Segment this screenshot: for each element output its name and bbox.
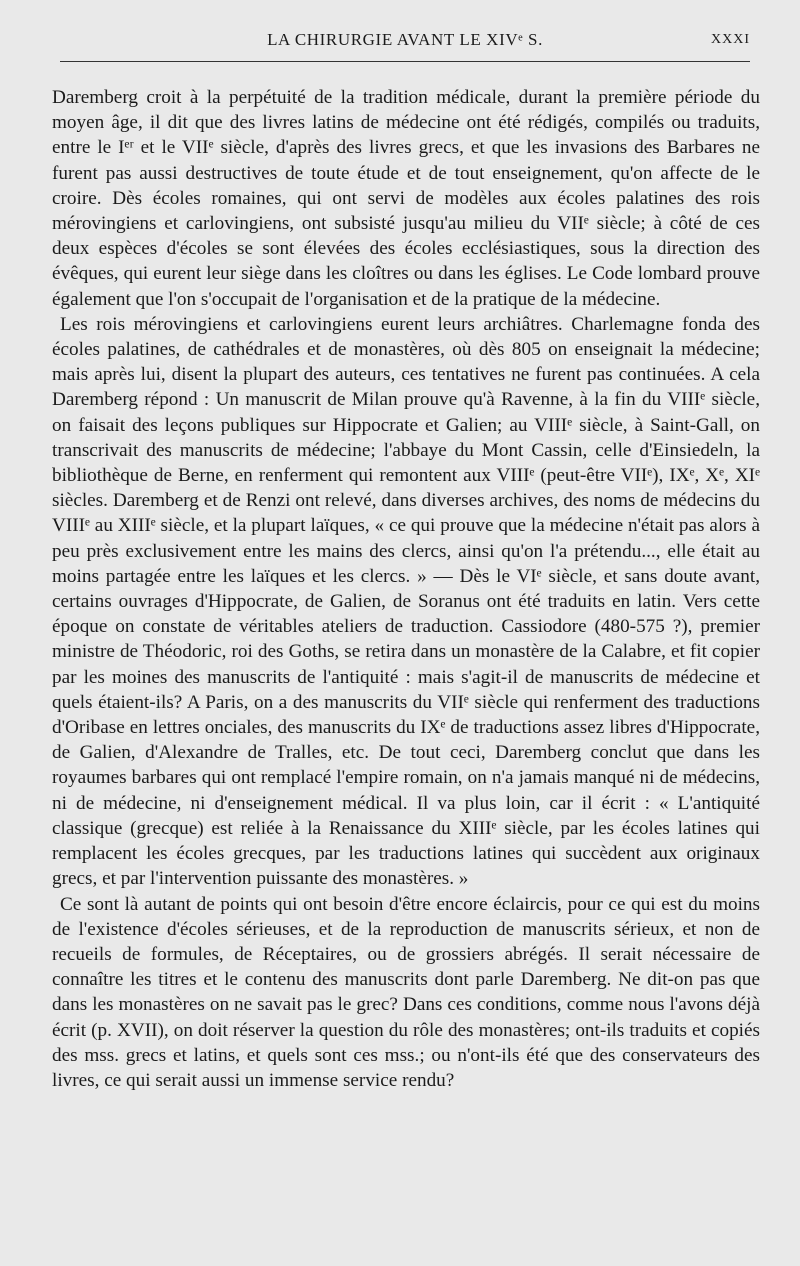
paragraph-3: Ce sont là autant de points qui ont besoin d'être encore éclaircis, pour ce qui est du moins de l'existence d'écoles sérieuses, et de la reproduction de manuscrits sérieux, et non de recueils de formules, de Réceptaires, ou de grossiers abrégés. Il serait nécessaire de connaître les titres et le contenu des manuscrits dont parle Daremberg. Ne dit-on pas que dans les monastères on ne savait pas le grec? Dans ces conditions, comme nous l'avons déjà écrit (p. XVII), on doit réserver la question du rôle des monastères; ont-ils traduits et copiés des mss. grecs et latins, et quels sont ces mss.; ou n'ont-ils été que des conservateurs des livres, ce qui serait aussi un immense service rendu? xyxy=(52,893,760,1091)
running-head xyxy=(60,28,750,54)
header-rule xyxy=(60,61,750,62)
page-number: XXXI xyxy=(711,32,750,47)
paragraph-2: Les rois mérovingiens et carlovingiens eurent leurs archiâtres. Charlemagne fonda des écoles palatines, de cathédrales et de monastères, où dès 805 on enseignait la médecine; mais après lui, disent la plupart des auteurs, ces tentatives ne furent pas continuées. A cela Daremberg répond : Un manuscrit de Milan prouve qu'à Ravenne, à la fin du VIIIᵉ siècle, on faisait des leçons publiques sur Hippocrate et Galien; au VIIIᵉ siècle, à Saint-Gall, on transcrivait des manuscrits de médecine; l'abbaye du Mont Cassin, celle d'Einsiedeln, la bibliothèque de Berne, en renferment qui remontent aux VIIIᵉ (peut-être VIIᵉ), IXᵉ, Xᵉ, XIᵉ siècles. Daremberg et de Renzi ont relevé, dans diverses archives, des noms de médecins du VIIIᵉ au XIIIᵉ siècle, et la plupart laïques, « ce qui prouve que la médecine n'était pas alors à peu près exclusivement entre les mains des clercs, ainsi qu'on l'a prétendu..., elle était au moins partagée entre les laïques et les clercs. » — Dès le VIᵉ siècle, et sans doute avant, certains ouvrages d'Hippocrate, de Galien, de Soranus ont été traduits en latin. Vers cette époque on constate de véritables ateliers de traduction. Cassiodore (480-575 ?), premier ministre de Théodoric, roi des Goths, se retira dans un monastère de la Calabre, et fit copier par les moines des manuscrits de l'antiquité : mais s'agit-il de manuscrits de médecine et quels étaient-ils? A Paris, on a des manuscrits du VIIᵉ siècle qui renferment des traductions d'Oribase en lettres onciales, des manuscrits du IXᵉ de traductions assez libres d'Hippocrate, de Galien, d'Alexandre de Tralles, etc. De tout ceci, Daremberg conclut que dans les royaumes barbares qui ont remplacé l'empire romain, on n'a jamais manqué ni de médecins, ni de médecine, ni d'enseignement médical. Il va plus loin, car il écrit : « L'antiquité classique (grecque) est reliée à la Renaissance du XIIIᵉ siècle, par les écoles latines qui remplacent les écoles grecques, par les traductions latines qui succèdent aux originaux grecs, et par l'intervention puissante des monastères. » xyxy=(52,313,760,890)
body-text xyxy=(52,85,760,1093)
running-head-title: LA CHIRURGIE AVANT LE XIVᵉ S. xyxy=(267,30,543,49)
paragraph-1: Daremberg croit à la perpétuité de la tradition médicale, durant la première période du moyen âge, il dit que des livres latins de médecine ont été rédigés, compilés ou traduits, entre le Iᵉʳ et le VIIᵉ siècle, d'après des livres grecs, et que les invasions des Barbares ne furent pas aussi destructives de toute étude et de tout enseignement, qu'on affecte de le croire. Dès écoles romaines, qui ont servi de modèles aux écoles palatines des rois mérovingiens et carlovingiens, ont subsisté jusqu'au milieu du VIIᵉ siècle; à côté de ces deux espèces d'écoles se sont élevées des écoles ecclésiastiques, sous la direction des évêques, qui eurent leur siège dans les cloîtres ou dans les églises. Le Code lombard prouve également que l'on s'occupait de l'organisation et de la pratique de la médecine. xyxy=(52,87,760,310)
